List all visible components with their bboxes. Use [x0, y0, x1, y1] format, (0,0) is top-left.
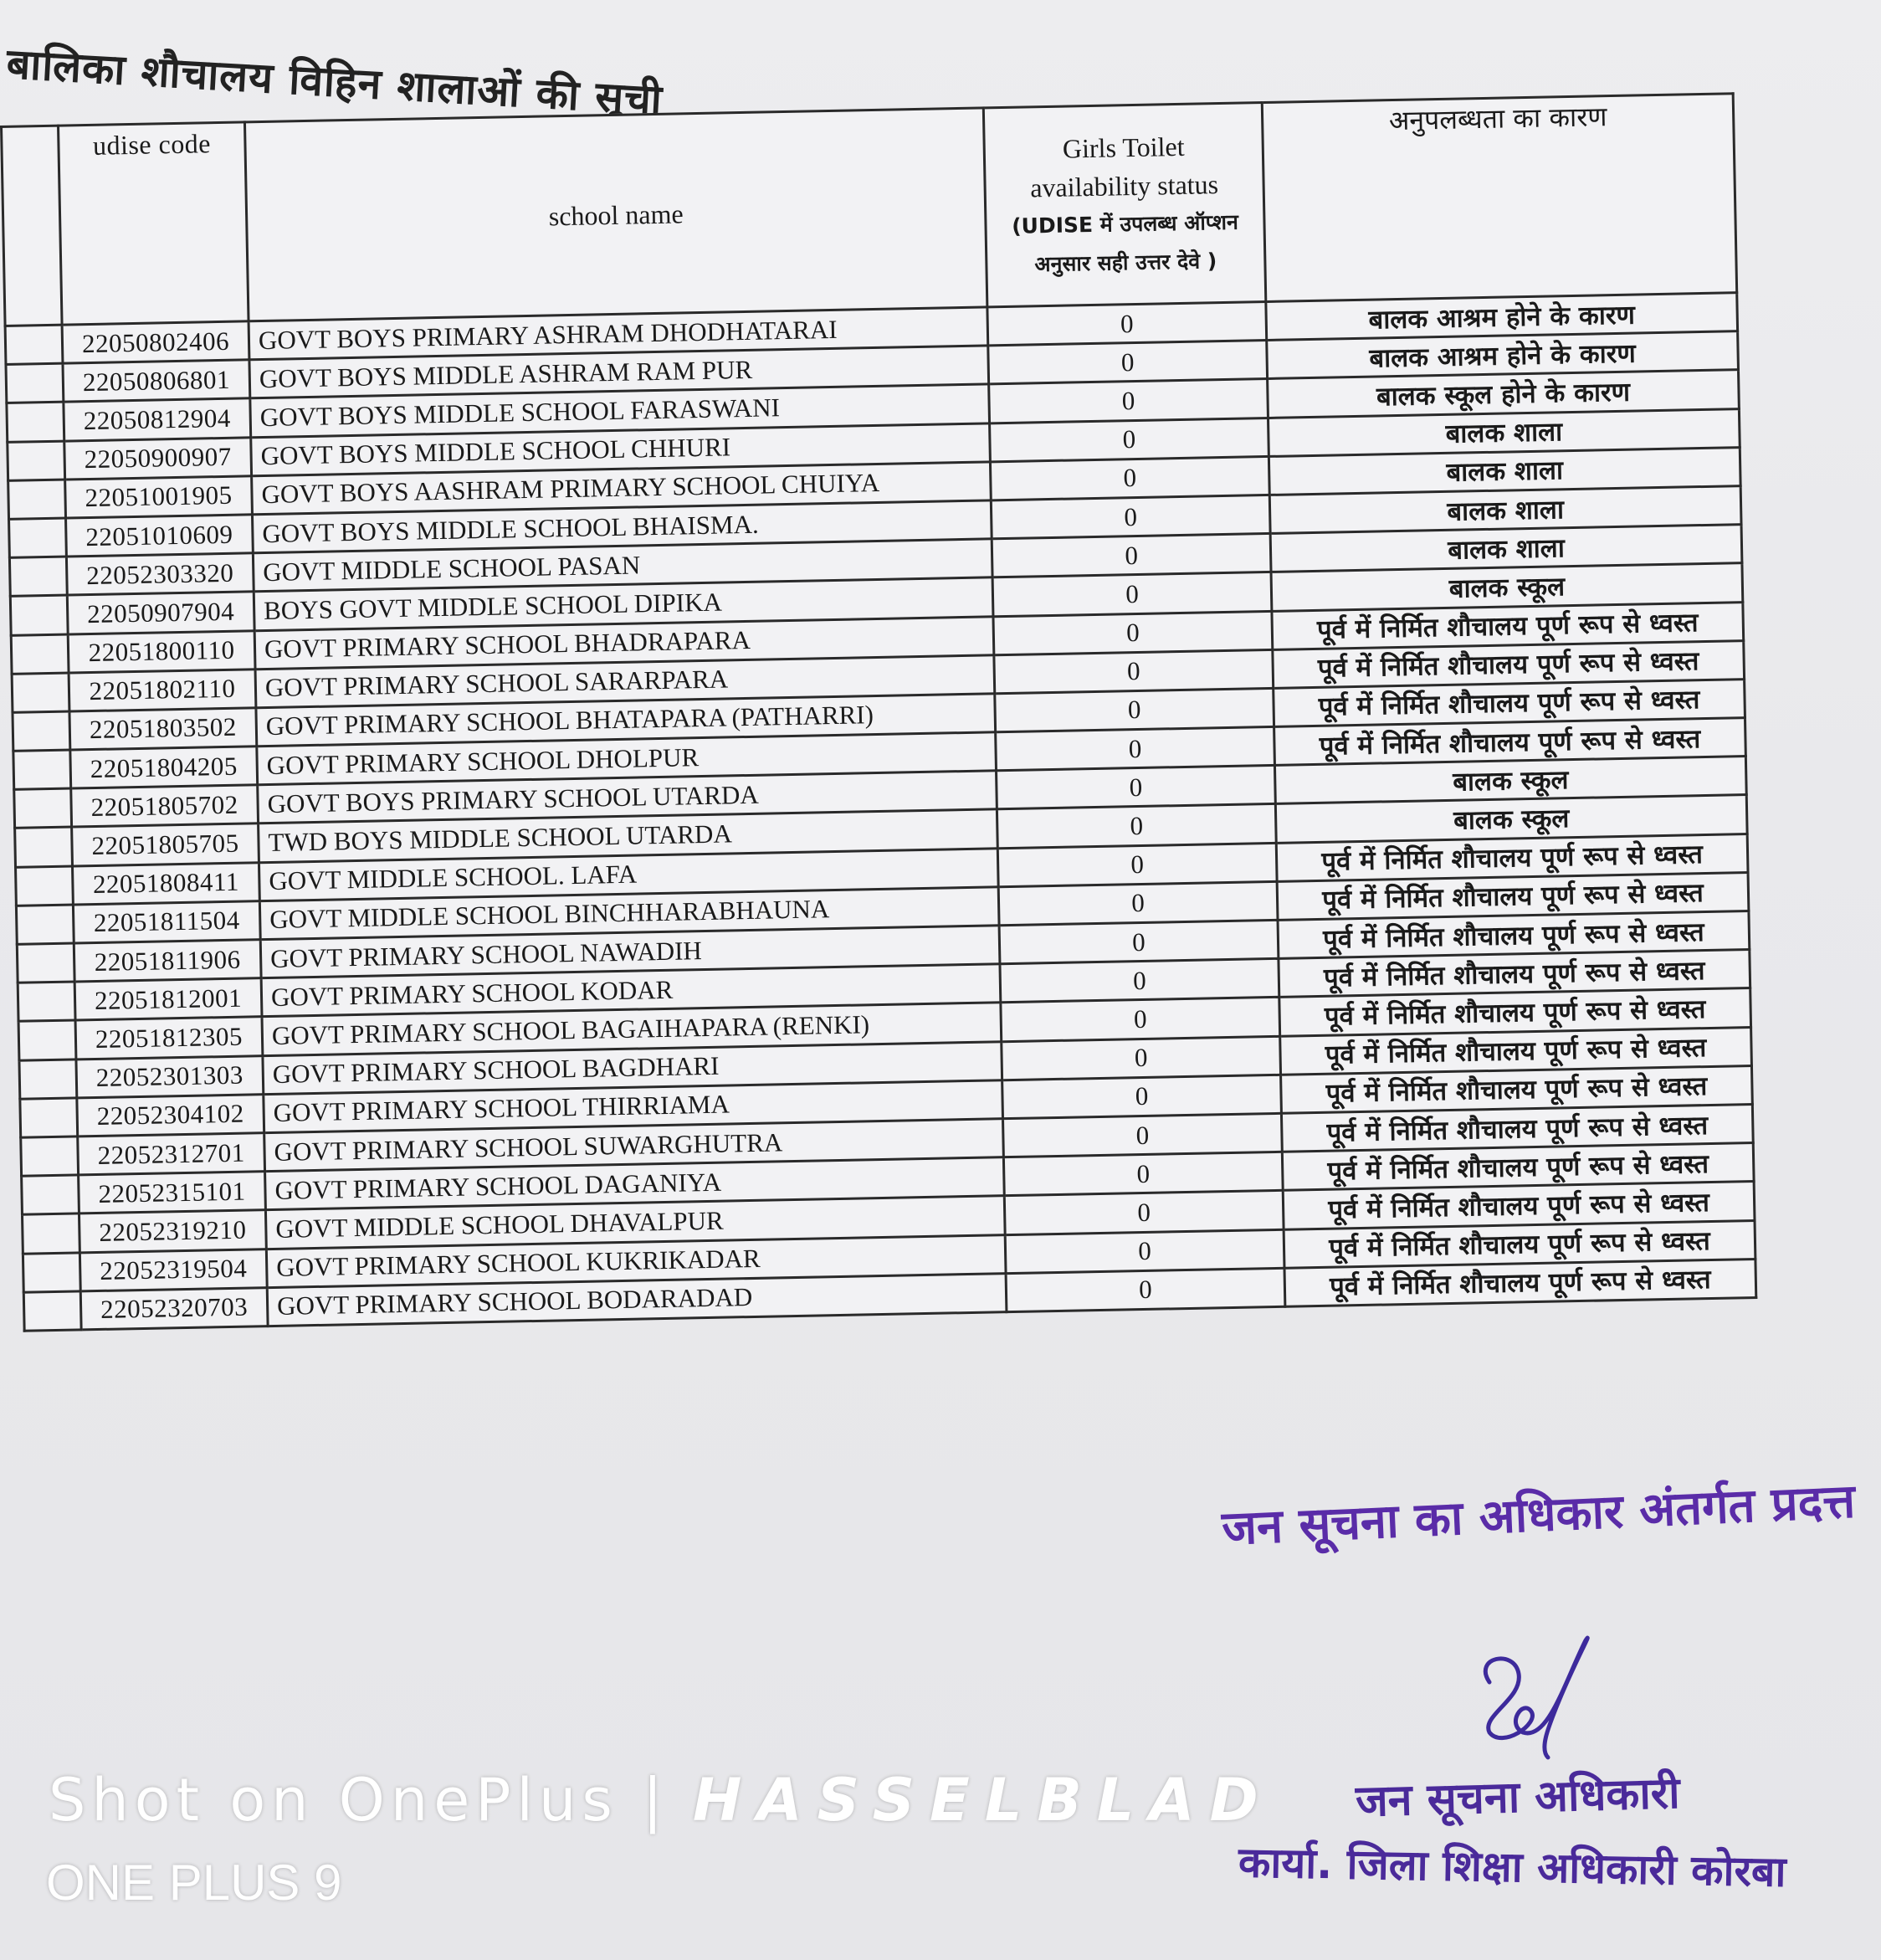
school-name-cell: GOVT BOYS MIDDLE SCHOOL CHHURI: [251, 423, 991, 475]
reason-cell: बालक आश्रम होने के कारण: [1266, 293, 1738, 341]
row-edge-cell: [5, 325, 63, 364]
school-name-cell: GOVT BOYS MIDDLE SCHOOL FARASWANI: [250, 384, 990, 437]
signature-mark: [1439, 1632, 1607, 1774]
row-edge-cell: [6, 363, 64, 403]
row-edge-cell: [14, 788, 72, 828]
udise-code-cell: 22051808411: [72, 862, 259, 904]
udise-code-cell: 22051804205: [70, 747, 258, 788]
reason-cell: बालक स्कूल: [1275, 795, 1747, 843]
reason-cell: बालक शाला: [1269, 486, 1741, 534]
toilet-status-cell: 0: [1005, 1229, 1284, 1274]
watermark-shot-on: Shot on OnePlus: [49, 1766, 618, 1834]
row-edge-cell: [22, 1213, 79, 1253]
school-name-header: school name: [244, 108, 987, 321]
row-edge-cell: [23, 1291, 81, 1331]
row-edge-cell: [20, 1098, 78, 1137]
toilet-status-cell: 0: [997, 766, 1276, 810]
udise-code-cell: 22051805705: [72, 824, 259, 865]
reason-cell: बालक शाला: [1270, 525, 1742, 572]
school-name-cell: GOVT PRIMARY SCHOOL BHADRAPARA: [254, 616, 994, 669]
edge-column-header: [2, 126, 63, 326]
watermark-separator: |: [643, 1766, 669, 1834]
reason-cell: बालक स्कूल: [1271, 563, 1743, 611]
school-name-cell: GOVT PRIMARY SCHOOL DHOLPUR: [257, 732, 997, 785]
camera-watermark: [49, 1766, 1274, 1834]
reason-cell: पूर्व में निर्मित शौचालय पूर्ण रूप से ध्वस्त: [1274, 718, 1746, 766]
toilet-status-cell: 0: [990, 418, 1269, 462]
toilet-status-cell: 0: [987, 301, 1267, 346]
row-edge-cell: [19, 1060, 77, 1099]
reason-cell: बालक स्कूल होने के कारण: [1268, 370, 1740, 418]
watermark-model: ONE PLUS 9: [46, 1855, 342, 1911]
udise-code-cell: 22050802406: [62, 321, 249, 363]
row-edge-cell: [13, 711, 70, 751]
row-edge-cell: [13, 750, 71, 789]
toilet-status-cell: 0: [991, 495, 1270, 539]
row-edge-cell: [17, 943, 74, 983]
udise-code-cell: 22050907904: [67, 592, 254, 634]
toilet-status-cell: 0: [1002, 1075, 1282, 1119]
udise-code-cell: 22051800110: [68, 630, 255, 672]
toilet-status-cell: 0: [992, 534, 1271, 578]
officer-designation: जन सूचना अधिकारी: [1355, 1768, 1681, 1828]
table-body: [5, 293, 1756, 1331]
row-edge-cell: [9, 518, 67, 557]
schools-table: [0, 92, 1757, 1331]
school-name-cell: GOVT BOYS MIDDLE ASHRAM RAM PUR: [249, 346, 989, 398]
row-edge-cell: [16, 905, 74, 944]
school-name-cell: GOVT PRIMARY SCHOOL BODARADAD: [267, 1273, 1007, 1326]
school-name-cell: GOVT MIDDLE SCHOOL PASAN: [253, 539, 992, 592]
toilet-status-cell: 0: [999, 920, 1279, 964]
reason-cell: पूर्व में निर्मित शौचालय पूर्ण रूप से ध्वस्त: [1284, 1259, 1756, 1306]
table-header-row: [2, 94, 1737, 326]
reason-cell: पूर्व में निर्मित शौचालय पूर्ण रूप से ध्वस्त: [1277, 872, 1749, 920]
toilet-status-cell: 0: [990, 456, 1269, 500]
reason-cell: पूर्व में निर्मित शौचालय पूर्ण रूप से ध्वस्त: [1272, 602, 1744, 649]
toilet-status-cell: 0: [998, 881, 1278, 926]
school-name-cell: BOYS GOVT MIDDLE SCHOOL DIPIKA: [254, 577, 993, 630]
status-header-line3: (UDISE में उपलब्ध ऑप्शन: [1011, 209, 1239, 239]
toilet-status-cell: 0: [1002, 1036, 1281, 1080]
udise-code-cell: 22050806801: [63, 360, 250, 402]
toilet-status-cell: 0: [1000, 959, 1279, 1003]
udise-code-cell: 22052319210: [79, 1210, 266, 1252]
rti-stamp: जन सूचना का अधिकार अंतर्गत प्रदत्त: [1221, 1474, 1857, 1557]
udise-code-cell: 22052315101: [79, 1172, 266, 1213]
reason-cell: पूर्व में निर्मित शौचालय पूर्ण रूप से ध्वस्त: [1281, 1065, 1753, 1113]
school-name-cell: GOVT PRIMARY SCHOOL KUKRIKADAR: [266, 1234, 1006, 1287]
reason-cell: पूर्व में निर्मित शौचालय पूर्ण रूप से ध्वस्त: [1282, 1143, 1754, 1191]
toilet-status-cell: 0: [1003, 1152, 1283, 1196]
udise-code-cell: 22051010609: [66, 515, 254, 557]
school-name-cell: GOVT PRIMARY SCHOOL THIRRIAMA: [264, 1080, 1003, 1132]
toilet-status-cell: 0: [1001, 998, 1280, 1042]
toilet-status-cell: 0: [992, 572, 1272, 617]
udise-code-cell: 22051812001: [74, 978, 262, 1020]
office-designation: कार्या. जिला शिक्षा अधिकारी कोरबा: [1238, 1838, 1786, 1896]
udise-code-cell: 22051803502: [69, 708, 257, 750]
school-name-cell: TWD BOYS MIDDLE SCHOOL UTARDA: [259, 809, 998, 862]
row-edge-cell: [7, 402, 64, 441]
row-edge-cell: [12, 673, 69, 712]
document-title: बालिका शौचालय विहिन शालाओं की सूची: [5, 38, 664, 125]
udise-code-cell: 22051805702: [71, 785, 259, 827]
school-name-cell: GOVT PRIMARY SCHOOL SUWARGHUTRA: [264, 1119, 1004, 1172]
udise-code-cell: 22051802110: [69, 669, 256, 711]
udise-code-cell: 22051811504: [73, 901, 260, 943]
school-name-cell: GOVT PRIMARY SCHOOL KODAR: [261, 964, 1001, 1017]
school-name-cell: GOVT PRIMARY SCHOOL BAGAIHAPARA (RENKI): [262, 1003, 1002, 1055]
udise-code-cell: 22051811906: [74, 940, 261, 982]
toilet-status-cell: 0: [1006, 1268, 1285, 1312]
reason-cell: बालक स्कूल: [1274, 757, 1746, 804]
udise-code-cell: 22052301303: [76, 1055, 264, 1097]
udise-code-cell: 22051812305: [75, 1017, 263, 1059]
watermark-brand: HASSELBLAD: [692, 1766, 1274, 1834]
schools-table-container: [0, 92, 1757, 1331]
udise-code-header: udise code: [59, 122, 249, 325]
reason-cell: पूर्व में निर्मित शौचालय पूर्ण रूप से ध्वस्त: [1273, 640, 1745, 688]
school-name-cell: GOVT PRIMARY SCHOOL SARARPARA: [255, 655, 995, 708]
toilet-status-cell: 0: [993, 611, 1273, 655]
reason-cell: बालक शाला: [1268, 408, 1740, 456]
reason-cell: पूर्व में निर्मित शौचालय पूर्ण रूप से ध्वस्त: [1281, 1104, 1753, 1152]
reason-cell: पूर्व में निर्मित शौचालय पूर्ण रूप से ध्वस्त: [1276, 834, 1748, 881]
school-name-cell: GOVT BOYS PRIMARY ASHRAM DHODHATARAI: [249, 307, 988, 360]
row-edge-cell: [10, 595, 68, 634]
row-edge-cell: [23, 1252, 80, 1291]
toilet-status-cell: 0: [997, 843, 1277, 887]
reason-cell: पूर्व में निर्मित शौचालय पूर्ण रूप से ध्वस्त: [1279, 950, 1750, 998]
udise-code-cell: 22052304102: [77, 1094, 264, 1136]
udise-code-cell: 22052303320: [66, 553, 254, 595]
toilet-status-cell: 0: [994, 649, 1274, 694]
school-name-cell: GOVT BOYS MIDDLE SCHOOL BHAISMA.: [252, 500, 992, 553]
udise-code-cell: 22052312701: [78, 1133, 265, 1175]
udise-code-cell: 22052320703: [80, 1287, 268, 1329]
reason-cell: पूर्व में निर्मित शौचालय पूर्ण रूप से ध्वस्त: [1280, 1027, 1752, 1075]
reason-cell: पूर्व में निर्मित शौचालय पूर्ण रूप से ध्वस्त: [1284, 1220, 1755, 1268]
school-name-cell: GOVT PRIMARY SCHOOL NAWADIH: [260, 926, 1000, 978]
reason-cell: बालक आश्रम होने के कारण: [1267, 331, 1739, 379]
school-name-cell: GOVT MIDDLE SCHOOL BINCHHARABHAUNA: [259, 887, 999, 940]
udise-code-cell: 22051001905: [65, 476, 253, 518]
row-edge-cell: [9, 557, 67, 596]
school-name-cell: GOVT BOYS PRIMARY SCHOOL UTARDA: [258, 771, 997, 824]
toilet-status-header: [983, 103, 1266, 307]
udise-code-cell: 22052319504: [79, 1249, 267, 1290]
reason-cell: पूर्व में निर्मित शौचालय पूर्ण रूप से ध्वस्त: [1283, 1182, 1755, 1229]
row-edge-cell: [8, 480, 66, 519]
row-edge-cell: [15, 827, 73, 866]
reason-cell: पूर्व में निर्मित शौचालय पूर्ण रूप से ध्वस्त: [1279, 988, 1751, 1036]
reason-cell: पूर्व में निर्मित शौचालय पूर्ण रूप से ध्वस्त: [1278, 911, 1750, 959]
row-edge-cell: [11, 634, 69, 674]
udise-code-cell: 22050900907: [64, 437, 252, 479]
toilet-status-cell: 0: [988, 341, 1268, 385]
school-name-cell: GOVT MIDDLE SCHOOL DHAVALPUR: [265, 1196, 1005, 1249]
school-name-cell: GOVT MIDDLE SCHOOL. LAFA: [259, 848, 998, 900]
row-edge-cell: [18, 1020, 76, 1060]
toilet-status-cell: 0: [997, 804, 1276, 849]
status-header-line2: availability status: [1029, 168, 1219, 203]
row-edge-cell: [18, 982, 75, 1021]
toilet-status-cell: 0: [1003, 1113, 1283, 1157]
reason-cell: बालक शाला: [1269, 447, 1740, 495]
school-name-cell: GOVT PRIMARY SCHOOL BHATAPARA (PATHARRI): [256, 694, 996, 747]
school-name-cell: GOVT PRIMARY SCHOOL DAGANIYA: [265, 1157, 1005, 1210]
row-edge-cell: [22, 1175, 79, 1214]
row-edge-cell: [16, 866, 74, 906]
udise-code-cell: 22050812904: [64, 398, 251, 440]
toilet-status-cell: 0: [1004, 1191, 1284, 1235]
school-name-cell: GOVT BOYS AASHRAM PRIMARY SCHOOL CHUIYA: [252, 462, 992, 515]
status-header-line1: Girls Toilet: [1062, 131, 1185, 164]
toilet-status-cell: 0: [995, 688, 1274, 732]
reason-cell: पूर्व में निर्मित शौचालय पूर्ण रूप से ध्वस्त: [1274, 679, 1745, 726]
toilet-status-cell: 0: [996, 726, 1275, 771]
row-edge-cell: [8, 441, 65, 480]
school-name-cell: GOVT PRIMARY SCHOOL BAGDHARI: [263, 1041, 1002, 1094]
reason-header: अनुपलब्धता का कारण: [1262, 94, 1736, 302]
status-header-line4: अनुसार सही उत्तर देवे ): [1034, 248, 1217, 276]
toilet-status-cell: 0: [989, 379, 1269, 423]
row-edge-cell: [21, 1136, 79, 1176]
